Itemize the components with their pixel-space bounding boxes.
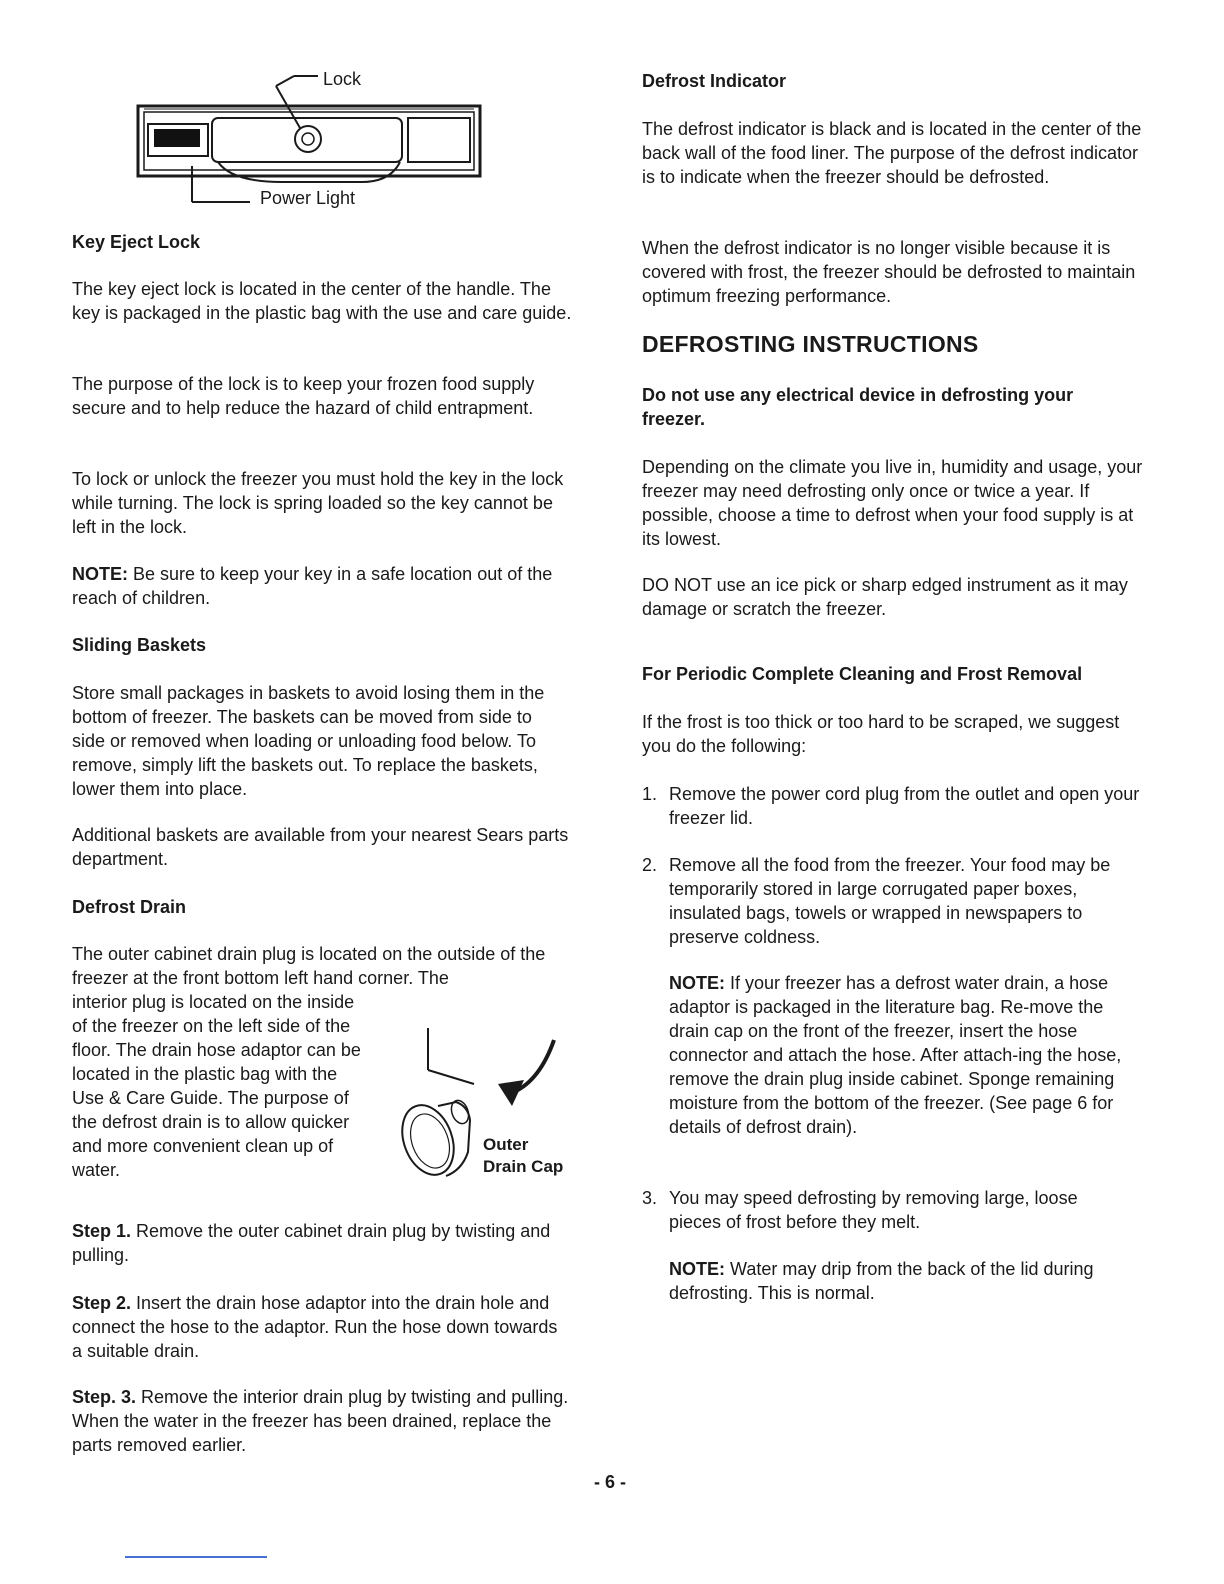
step-2 [72, 1291, 572, 1363]
note-drain [669, 971, 1144, 1139]
note-water-drip-label: NOTE: [669, 1259, 725, 1279]
list-item-3-text: You may speed defrosting by removing large, loose pieces of frost before they melt. [669, 1188, 1078, 1232]
key-eject-paragraph-3: To lock or unlock the freezer you must hold the key in the lock while turning. The lock is spring loaded so the key cannot be left in the lock. [72, 469, 564, 537]
step-1-label: Step 1. [72, 1221, 132, 1241]
periodic-cleaning-heading: For Periodic Complete Cleaning and Frost Removal [642, 664, 1083, 684]
outer-drain-cap-label [483, 1134, 563, 1178]
note-water-drip-text: Water may drip from the back of the lid during defrosting. This is normal. [669, 1259, 1094, 1303]
list-item-3 [642, 1186, 1152, 1236]
key-eject-heading: Key Eject Lock [72, 232, 201, 252]
step-2-text: Insert the drain hose adaptor into the drain hole and connect the hose to the adaptor. Run the hose down towards a suitable drain. [72, 1293, 558, 1361]
sliding-baskets-heading: Sliding Baskets [72, 635, 207, 655]
instructions-paragraph-1: Depending on the climate you live in, humidity and usage, your freezer may need defrosting only once or twice a year. If possible, choose a time to defrost when your food supply is at its lowest. [642, 457, 1143, 549]
defrost-drain-paragraph-wide: The outer cabinet drain plug is located on the outside of the freezer at the front bottom left hand corner. The [72, 944, 546, 988]
step-3-text: Remove the interior drain plug by twisting and pulling. When the water in the freezer has been drained, replace the parts removed earlier. [72, 1387, 569, 1455]
defrost-indicator-paragraph-2: When the defrost indicator is no longer visible because it is covered with frost, the freezer should be defrosted to maintain optimum freezing performance. [642, 238, 1136, 306]
handle-illustration [138, 76, 480, 202]
step-3 [72, 1385, 572, 1457]
list-item-2-number: 2. [642, 855, 658, 875]
electrical-warning: Do not use any electrical device in defrosting your freezer. [642, 385, 1074, 429]
defrost-drain-heading: Defrost Drain [72, 897, 187, 917]
key-note-label: NOTE: [72, 564, 128, 584]
sliding-baskets-paragraph-2: Additional baskets are available from your nearest Sears parts department. [72, 825, 569, 869]
step-1-text: Remove the outer cabinet drain plug by twisting and pulling. [72, 1221, 551, 1265]
note-water-drip [669, 1257, 1149, 1305]
page-number: - 6 - [593, 1472, 626, 1492]
list-item-1 [642, 782, 1152, 832]
cap-label-line-1: Outer [483, 1135, 529, 1154]
step-2-label: Step 2. [72, 1293, 132, 1313]
power-light-label: Power Light [260, 188, 356, 208]
key-eject-paragraph-2: The purpose of the lock is to keep your frozen food supply secure and to help reduce the hazard of child entrapment. [72, 374, 535, 418]
defrost-indicator-paragraph-1: The defrost indicator is black and is located in the center of the back wall of the food liner. The purpose of the defrost indicator is to indicate when the freezer should be defrosted. [642, 119, 1142, 187]
defrost-indicator-heading: Defrost Indicator [642, 71, 787, 91]
list-item-2 [642, 853, 1152, 953]
list-item-1-text: Remove the power cord plug from the outlet and open your freezer lid. [669, 784, 1140, 828]
key-note [72, 562, 567, 610]
defrosting-instructions-heading: DEFROSTING INSTRUCTIONS [642, 331, 979, 357]
instructions-paragraph-2: DO NOT use an ice pick or sharp edged instrument as it may damage or scratch the freezer. [642, 575, 1128, 619]
list-item-2-text: Remove all the food from the freezer. Your food may be temporarily stored in large corrugated paper boxes, insulated bags, towels or wrapped in newspapers to preserve coldness. [669, 855, 1111, 947]
list-item-1-number: 1. [642, 784, 658, 804]
cap-label-line-2: Drain Cap [483, 1157, 564, 1176]
lock-label: Lock [323, 69, 362, 89]
key-eject-paragraph-1: The key eject lock is located in the center of the handle. The key is packaged in the plastic bag with the use and care guide. [72, 279, 572, 323]
note-drain-text: If your freezer has a defrost water drain, a hose adaptor is packaged in the literature bag. Re-move the drain cap on the front of the freezer, insert the hose connector and attach the hose. After attach-ing the hose, remove the drain plug inside cabinet. Sponge remaining moisture from the bottom of the freezer. (See page 6 for details of defrost drain). [669, 973, 1122, 1137]
step-1 [72, 1219, 567, 1267]
step-3-label: Step. 3. [72, 1387, 137, 1407]
divider [125, 1556, 267, 1558]
periodic-intro: If the frost is too thick or too hard to be scraped, we suggest you do the following: [642, 712, 1120, 756]
sliding-baskets-paragraph-1: Store small packages in baskets to avoid losing them in the bottom of freezer. The baskets can be moved from side to side or removed when loading or unloading food below. To remove, simply lift the baskets out. To replace the baskets, lower them into place. [72, 683, 545, 799]
key-note-text: Be sure to keep your key in a safe location out of the reach of children. [72, 564, 553, 608]
list-item-3-number: 3. [642, 1188, 658, 1208]
note-drain-label: NOTE: [669, 973, 725, 993]
arrow-icon [498, 1040, 554, 1106]
defrost-drain-paragraph-narrow: interior plug is located on the inside of the freezer on the left side of the floor. The drain hose adaptor can be located in the plastic bag with the Use & Care Guide. The purpose of the defrost drain is to allow quicker and more convenient clean up of water. [72, 992, 361, 1180]
